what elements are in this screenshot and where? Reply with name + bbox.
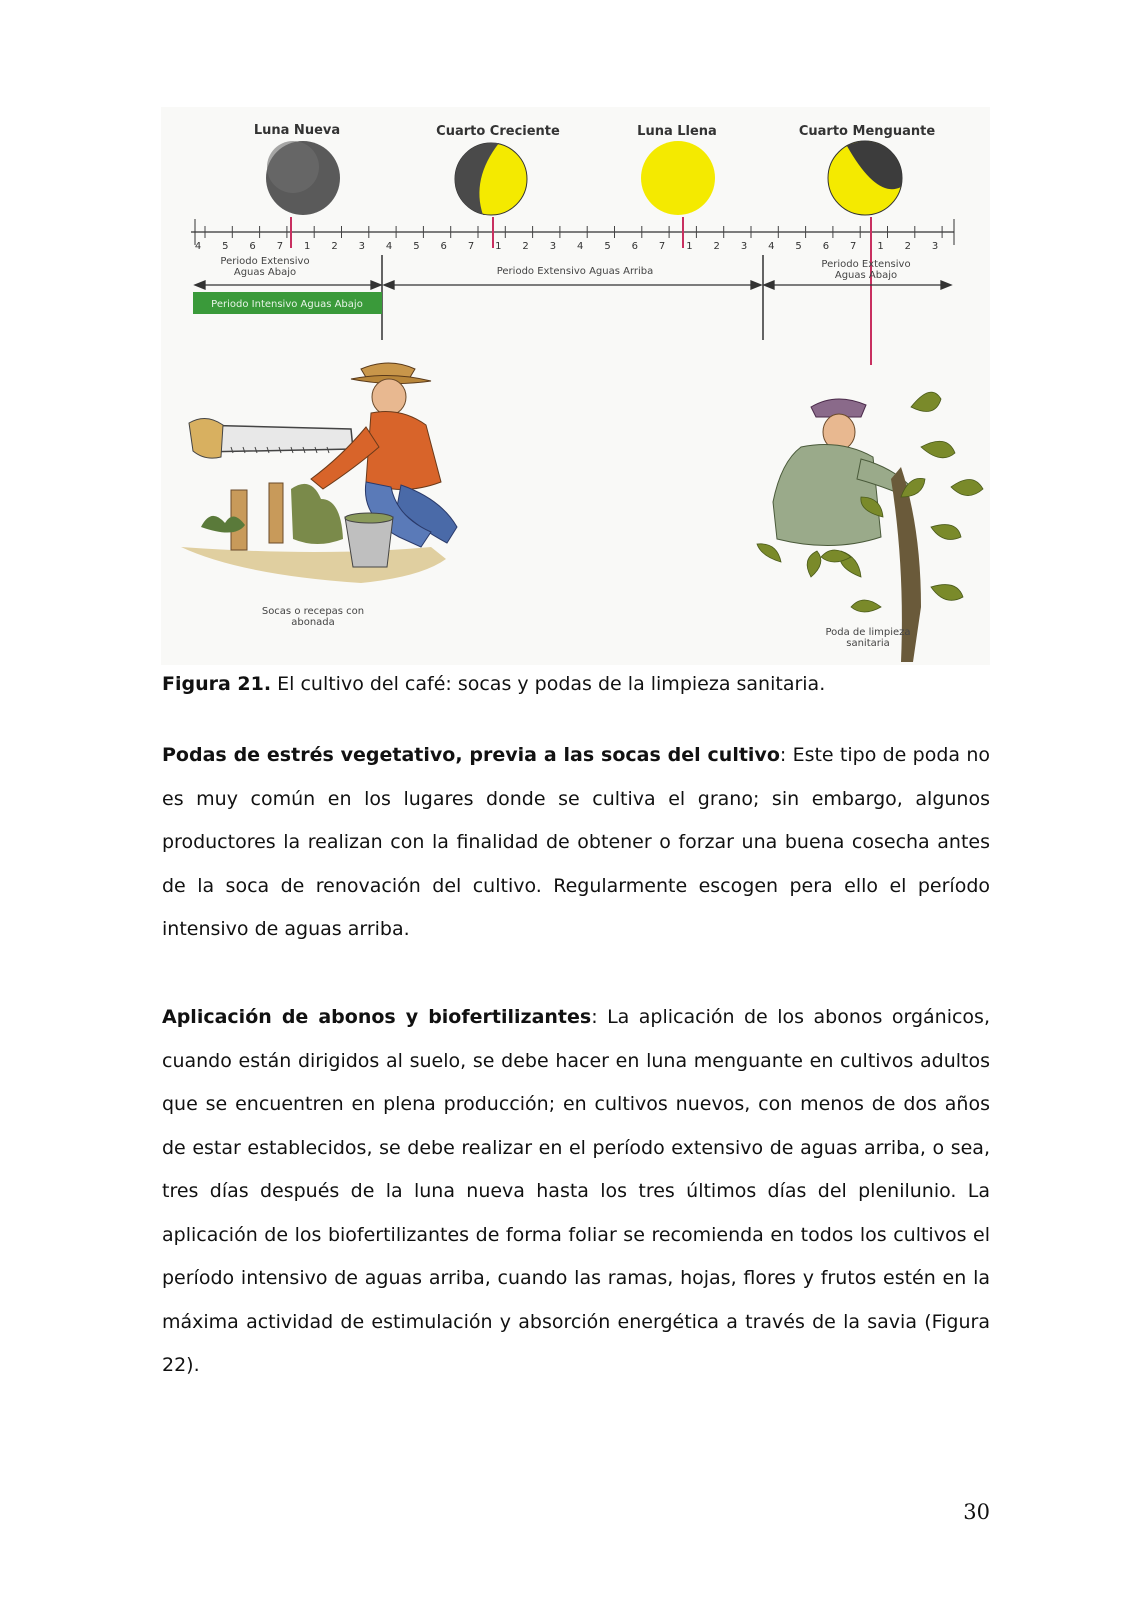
timeline-tick-label: 4 bbox=[194, 241, 202, 252]
left-caption-line2: abonada bbox=[291, 617, 335, 628]
right-caption-line1: Poda de limpieza bbox=[825, 627, 911, 638]
paragraph-podas-estres bbox=[162, 734, 990, 952]
timeline-tick-label: 3 bbox=[740, 241, 748, 252]
paragraph-podas-estres-lead: Podas de estrés vegetativo, previa a las socas del cultivo bbox=[162, 744, 780, 766]
phase-label-cuarto-menguante: Cuarto Menguante bbox=[798, 124, 936, 139]
timeline-tick-label: 1 bbox=[877, 241, 884, 252]
figure-caption bbox=[162, 671, 825, 697]
intensive-period-label: Periodo Intensivo Aguas Abajo bbox=[211, 299, 363, 310]
timeline-tick-label: 2 bbox=[331, 241, 338, 252]
period-middle-label: Periodo Extensivo Aguas Arriba bbox=[496, 266, 654, 277]
timeline-tick-label: 2 bbox=[904, 241, 911, 252]
right-caption-line2: sanitaria bbox=[846, 638, 890, 649]
timeline-tick-label: 5 bbox=[795, 241, 802, 252]
figure-21 bbox=[161, 107, 990, 665]
timeline bbox=[191, 217, 954, 365]
timeline-tick-label: 6 bbox=[822, 241, 830, 252]
moon-last-quarter bbox=[828, 141, 902, 215]
timeline-tick-label: 2 bbox=[713, 241, 720, 252]
moon-full bbox=[641, 141, 715, 215]
timeline-tick-label: 3 bbox=[358, 241, 365, 252]
timeline-tick-label: 2 bbox=[522, 241, 529, 252]
timeline-tick-label: 5 bbox=[604, 241, 611, 252]
timeline-tick-label: 4 bbox=[577, 241, 584, 252]
period-right-line2: Aguas Abajo bbox=[834, 270, 898, 281]
figure-caption-text: El cultivo del café: socas y podas de la limpieza sanitaria. bbox=[271, 673, 826, 695]
moon-new bbox=[266, 141, 340, 215]
phase-label-luna-llena: Luna Llena bbox=[637, 124, 717, 139]
timeline-tick-label: 1 bbox=[495, 241, 502, 252]
paragraph-abonos bbox=[162, 996, 990, 1388]
timeline-tick-label: 6 bbox=[249, 241, 256, 252]
left-caption-line1: Socas o recepas con bbox=[261, 606, 365, 617]
timeline-tick-label: 7 bbox=[850, 241, 857, 252]
period-left-line1: Periodo Extensivo bbox=[220, 256, 310, 267]
timeline-tick-label: 4 bbox=[768, 241, 775, 252]
page-number: 30 bbox=[963, 1500, 990, 1524]
paragraph-podas-estres-text: : Este tipo de poda no es muy común en los lugares donde se cultiva el grano; sin embargo, algunos productores la realizan con la finalidad de obtener o forzar una buena cosecha antes de la soca de renovación del cultivo. Regularmente escogen pera ello el período intensivo de aguas arriba. bbox=[162, 744, 990, 940]
farmer-planting-illustration bbox=[181, 363, 457, 628]
timeline-tick-label: 7 bbox=[276, 241, 284, 252]
timeline-tick-label: 1 bbox=[304, 241, 311, 252]
timeline-tick-label: 5 bbox=[413, 241, 420, 252]
timeline-tick-label: 6 bbox=[631, 241, 638, 252]
timeline-tick-label: 3 bbox=[549, 241, 557, 252]
period-right-line1: Periodo Extensivo bbox=[821, 259, 911, 270]
timeline-tick-label: 4 bbox=[385, 241, 393, 252]
phase-label-luna-nueva: Luna Nueva bbox=[253, 123, 341, 138]
paragraph-abonos-text: : La aplicación de los abonos orgánicos, cuando están dirigidos al suelo, se debe hacer en luna menguante en cultivos adultos que se encuentren en plena producción; en cultivos nuevos, con menos de dos años de estar establecidos, se debe realizar en el período extensivo de aguas arriba, o sea, tres días después de la luna nueva hasta los tres últimos días del plenilunio. La aplicación de los biofertilizantes de forma foliar se recomienda en todos los cultivos el período intensivo de aguas arriba, cuando las ramas, hojas, flores y frutos estén en la máxima actividad de estimulación y absorción energética a través de la savia (Figura 22). bbox=[162, 1006, 990, 1376]
figure-caption-label: Figura 21. bbox=[162, 673, 272, 695]
period-left-line2: Aguas Abajo bbox=[233, 267, 297, 278]
paragraph-abonos-lead: Aplicación de abonos y biofertilizantes bbox=[162, 1006, 592, 1028]
timeline-tick-label: 7 bbox=[467, 241, 475, 252]
phase-label-cuarto-creciente: Cuarto Creciente bbox=[436, 124, 560, 139]
timeline-tick-label: 1 bbox=[686, 241, 693, 252]
farmer-pruning-illustration bbox=[757, 392, 983, 662]
timeline-tick-label: 7 bbox=[658, 241, 666, 252]
moon-phase-diagram bbox=[161, 107, 990, 665]
timeline-tick-label: 5 bbox=[222, 241, 229, 252]
timeline-tick-label: 6 bbox=[440, 241, 447, 252]
moon-first-quarter bbox=[455, 143, 527, 215]
timeline-tick-label: 3 bbox=[931, 241, 939, 252]
